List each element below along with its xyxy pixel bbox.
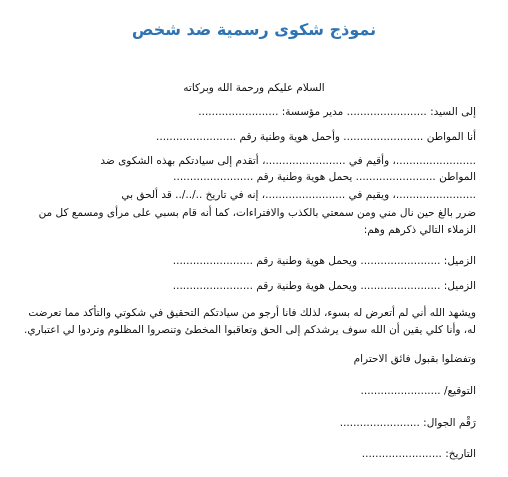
colleagues-intro-line: الزملاء التالي ذكرهم وهم: <box>363 224 476 236</box>
date-line: التاريخ: ........................ <box>361 448 476 460</box>
colleague-line-2: الزميل: ........................ ويحمل هوية وطنية رقم ........................ <box>172 280 476 292</box>
regards-line: وتفضلوا بقبول فائق الاحترام <box>353 353 476 365</box>
harm-description-line: ضرر بالغ حين نال مني ومن سمعتي بالكذب والافتراءات، كما أنه قام بسبي على مرأى ومسمع كل من <box>38 207 476 219</box>
defendant-line: المواطن ........................ يحمل هوية وطنية رقم ........................ <box>173 171 476 183</box>
residence-line: ........................، وأقيم في ........................، أتقدم إلى سيادتكم بهذه الشكوى ضد <box>100 155 476 167</box>
colleague-line-1: الزميل: ........................ ويحمل هوية وطنية رقم ........................ <box>172 255 476 267</box>
defendant-residence-line: ........................، ويقيم في ........................، إنه في تاريخ ../../.. قد ألحق بي <box>121 189 476 201</box>
phone-line: رَقْم الجوال: ........................ <box>339 417 476 429</box>
closing-paragraph: ويشهد الله أني لم أتعرض له بسوء، لذلك فانا أرجو من سيادتكم التحقيق في شكوتي والتأكد مما تعرضت له، وأنا كلي يقين أن الله سوف يرشدكم إلى الحق وتعاقبوا المخطئ وتنصروا المظلوم وتردوا لي اعتباري. <box>24 307 476 336</box>
signature-line: التوقيع/ ........................ <box>360 385 476 397</box>
addressee-line: إلى السيد: ........................ مدير مؤسسة: ........................ <box>198 106 476 118</box>
greeting-line: السلام عليكم ورحمة الله وبركاته <box>183 82 325 94</box>
citizen-line: أنا المواطن ........................ وأحمل هوية وطنية رقم ........................ <box>156 131 476 143</box>
page-title: نموذج شكوى رسمية ضد شخص <box>131 20 377 39</box>
